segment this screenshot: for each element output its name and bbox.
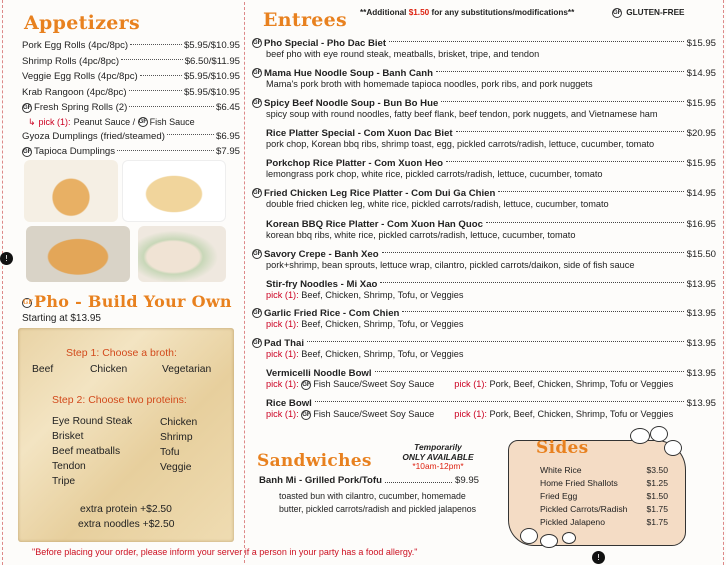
entree-price: $13.95 [686, 337, 716, 349]
item-price: $6.45 [215, 102, 240, 114]
left-edge [2, 0, 3, 565]
list-item [22, 100, 240, 116]
entree-item [252, 248, 716, 271]
decorative-bubble [630, 428, 650, 444]
gluten-free-icon: GF [253, 40, 262, 46]
gluten-free-icon: GF [253, 70, 262, 76]
entree-item [252, 278, 716, 301]
sides-title: Sides [536, 438, 589, 458]
broth-option: Vegetarian [162, 364, 212, 375]
pick-label: pick (1): [38, 117, 71, 127]
pick-label: pick (1): [266, 349, 299, 359]
gluten-free-legend [612, 8, 685, 18]
entree-price: $16.95 [686, 218, 716, 230]
entree-price: $15.95 [686, 157, 716, 169]
gluten-free-label: GLUTEN-FREE [626, 8, 685, 18]
item-price: $5.95/$10.95 [183, 40, 240, 52]
item-name: Krab Rangoon (4pc/8pc) [22, 86, 127, 98]
decorative-bubble [540, 534, 558, 548]
pick-label: pick (1): [266, 409, 299, 419]
entree-price: $14.95 [686, 187, 716, 199]
pick-label: pick (1): [454, 379, 487, 389]
side-name: White Rice [540, 465, 582, 475]
side-price: $1.75 [646, 504, 668, 514]
warning-icon[interactable]: ! [0, 252, 13, 265]
egg-rolls-photo [24, 160, 118, 222]
gluten-free-icon: GF [138, 119, 147, 125]
item-name: Veggie Egg Rolls (4pc/8pc) [22, 71, 138, 83]
list-item [540, 465, 668, 475]
sandwich-price: $9.95 [454, 475, 479, 486]
item-name: Fresh Spring Rolls (2) [34, 102, 128, 114]
entree-name: Garlic Fried Rice - Com Chien [264, 307, 400, 319]
protein-option: Tofu [160, 447, 180, 458]
appetizers-list [22, 38, 240, 160]
protein-options: Pork, Beef, Chicken, Shrimp, Tofu or Veggies [489, 379, 674, 389]
list-item [540, 478, 668, 488]
list-item [540, 491, 668, 501]
list-item [22, 38, 240, 54]
side-name: Pickled Carrots/Radish [540, 504, 628, 514]
entree-description: pork+shrimp, bean sprouts, lettuce wrap, cilantro, pickled carrots/daikon, side of fish sauce [266, 260, 635, 270]
protein-options: Pork, Beef, Chicken, Shrimp, Tofu or Veggies [489, 409, 674, 419]
protein-option: Eye Round Steak [52, 416, 133, 427]
list-item [22, 85, 240, 101]
entree-item [252, 307, 716, 330]
warning-icon[interactable]: ! [592, 551, 605, 564]
item-price: $6.95 [215, 130, 240, 142]
entree-description: double fried chicken leg, white rice, pickled carrots/radish, lettuce, cucumber, tomato [266, 199, 609, 209]
entree-price: $13.95 [686, 278, 716, 290]
gluten-free-icon: GF [302, 381, 311, 388]
entree-item [252, 187, 716, 210]
protein-option: Tendon [52, 461, 86, 472]
sauce-options: Fish Sauce/Sweet Soy Sauce [313, 409, 435, 419]
entree-name: Pho Special - Pho Dac Biet [264, 37, 387, 49]
extra-protein: extra protein +$2.50 [80, 504, 172, 515]
availability-note [398, 443, 478, 472]
pick-label: pick (1): [454, 409, 487, 419]
entree-name: Savory Crepe - Banh Xeo [264, 248, 379, 260]
side-price: $3.50 [646, 465, 668, 475]
availability-line: Temporarily [414, 442, 462, 452]
substitution-note [360, 8, 574, 17]
entree-description: pork chop, Korean bbq ribs, shrimp toast, egg, pickled carrots/radish, lettuce, cucumber, tomato [266, 139, 655, 149]
list-item [22, 129, 240, 145]
gluten-free-icon: GF [253, 340, 262, 346]
entree-item [252, 37, 716, 60]
entree-price: $13.95 [686, 307, 716, 319]
sandwich-description: toasted bun with cilantro, cucumber, homemade [279, 491, 466, 501]
gluten-free-icon: GF [23, 298, 33, 306]
protein-option: Veggie [160, 462, 192, 473]
entree-item [252, 397, 716, 420]
gluten-free-icon: GF [302, 411, 311, 418]
entree-name: Pad Thai [264, 337, 304, 349]
item-name: Shrimp Rolls (4pc/8pc) [22, 55, 120, 67]
entree-price: $20.95 [686, 127, 716, 139]
protein-option: Chicken [160, 417, 198, 428]
substitution-prefix: **Additional [360, 8, 407, 17]
gluten-free-icon: GF [253, 310, 262, 316]
appetizers-title: Appetizers [24, 12, 140, 34]
entree-price: $15.95 [686, 37, 716, 49]
entree-item [252, 337, 716, 360]
entree-name: Fried Chicken Leg Rice Platter - Com Dui Ga Chien [264, 187, 496, 199]
spring-rolls-photo [138, 226, 226, 282]
list-item [540, 517, 668, 527]
gluten-free-icon: GF [253, 190, 262, 196]
list-item [22, 144, 240, 160]
gyoza-photo [122, 160, 226, 222]
availability-line: ONLY AVAILABLE [402, 451, 474, 462]
side-price: $1.50 [646, 491, 668, 501]
allergy-note: "Before placing your order, please inform your server if a person in your party has a food allergy." [32, 547, 418, 557]
sandwich-description: butter, pickled carrots/radish and pickled jalapenos [279, 504, 477, 514]
entree-name: Mama Hue Noodle Soup - Banh Canh [264, 67, 433, 79]
entree-item [252, 127, 716, 150]
entree-description: korean bbq ribs, white rice, pickled carrots/radish, lettuce, cucumber, tomato [266, 230, 576, 240]
entree-description: spicy soup with round noodles, fatty beef flank, beef tendon, pork nuggets, and Vietnamese ham [266, 109, 658, 119]
sauce-option: Peanut Sauce / [73, 117, 136, 127]
return-arrow-icon: ↳ [28, 116, 36, 127]
entree-name: Spicy Beef Noodle Soup - Bun Bo Hue [264, 97, 439, 109]
item-price: $5.95/$10.95 [183, 86, 240, 98]
list-item [22, 69, 240, 85]
entree-price: $15.95 [686, 97, 716, 109]
pick-label: pick (1): [266, 290, 299, 300]
gluten-free-icon: GF [613, 10, 622, 16]
broth-option: Chicken [90, 364, 128, 375]
protein-option: Beef meatballs [52, 446, 121, 457]
gluten-free-icon: GF [23, 148, 32, 155]
gluten-free-icon: GF [23, 104, 32, 111]
entrees-title: Entrees [263, 9, 348, 31]
gluten-free-icon: GF [253, 251, 262, 257]
availability-hours: *10am-12pm* [412, 461, 464, 471]
pho-title [22, 292, 232, 311]
item-name: Tapioca Dumplings [34, 146, 116, 158]
side-price: $1.25 [646, 478, 668, 488]
entree-description: beef pho with eye round steak, meatballs, brisket, tripe, and tendon [266, 49, 540, 59]
protein-option: Shrimp [160, 432, 193, 443]
entree-description: lemongrass pork chop, white rice, pickled carrots/radish, lettuce, cucumber, tomato [266, 169, 603, 179]
substitution-suffix: for any substitutions/modifications** [431, 8, 575, 17]
protein-option: Tripe [52, 476, 76, 487]
side-price: $1.75 [646, 517, 668, 527]
sandwiches-title: Sandwiches [257, 451, 372, 471]
list-item [540, 504, 668, 514]
decorative-bubble [562, 532, 576, 544]
entree-item [252, 157, 716, 180]
entree-name: Stir-fry Noodles - Mi Xao [266, 278, 378, 290]
step1-title: Step 1: Choose a broth: [66, 347, 177, 359]
sauce-options: Fish Sauce/Sweet Soy Sauce [313, 379, 435, 389]
entree-item [252, 218, 716, 241]
item-name: Gyoza Dumplings (fried/steamed) [22, 130, 165, 142]
entree-price: $14.95 [686, 67, 716, 79]
side-name: Pickled Jalapeno [540, 517, 605, 527]
entree-item [252, 97, 716, 120]
item-price: $7.95 [215, 146, 240, 158]
spring-roll-options [22, 116, 240, 129]
item-name: Pork Egg Rolls (4pc/8pc) [22, 40, 129, 52]
entree-name: Vermicelli Noodle Bowl [266, 367, 372, 379]
entree-description: Mama's pork broth with homemade tapioca noodles, pork ribs, and pork nuggets [266, 79, 593, 89]
gluten-free-icon: GF [253, 100, 262, 106]
protein-options: Beef, Chicken, Shrimp, Tofu, or Veggies [301, 349, 464, 359]
sauce-option: Fish Sauce [149, 117, 195, 127]
extra-noodles: extra noodles +$2.50 [78, 519, 175, 530]
side-name: Home Fried Shallots [540, 478, 618, 488]
decorative-bubble [520, 528, 538, 544]
entree-price: $13.95 [686, 397, 716, 409]
right-edge [723, 0, 724, 565]
pick-label: pick (1): [266, 319, 299, 329]
fried-dumplings-photo [26, 226, 130, 282]
protein-options: Beef, Chicken, Shrimp, Tofu, or Veggies [301, 290, 464, 300]
protein-option: Brisket [52, 431, 84, 442]
fold-line [244, 2, 245, 563]
step2-title: Step 2: Choose two proteins: [52, 394, 187, 406]
entree-name: Rice Bowl [266, 397, 312, 409]
item-price: $5.95/$10.95 [183, 71, 240, 83]
pho-title-text: Pho - Build Your Own [34, 292, 232, 311]
broth-option: Beef [32, 364, 54, 375]
sandwich-name: Banh Mi - Grilled Pork/Tofu [259, 475, 382, 486]
protein-options: Beef, Chicken, Shrimp, Tofu, or Veggies [301, 319, 464, 329]
side-name: Fried Egg [540, 491, 578, 501]
entree-name: Porkchop Rice Platter - Com Xuon Heo [266, 157, 443, 169]
decorative-bubble [650, 426, 668, 442]
pick-label: pick (1): [266, 379, 299, 389]
entree-name: Rice Platter Special - Com Xuon Dac Biet [266, 127, 453, 139]
list-item [22, 54, 240, 70]
substitution-amount: $1.50 [408, 8, 430, 17]
decorative-bubble [664, 440, 682, 456]
entree-price: $15.50 [686, 248, 716, 260]
entree-item [252, 67, 716, 90]
entree-price: $13.95 [686, 367, 716, 379]
sandwich-item [259, 475, 479, 516]
entree-item [252, 367, 716, 390]
pho-starting-price: Starting at $13.95 [22, 313, 101, 324]
item-price: $6.50/$11.95 [184, 55, 240, 67]
entree-name: Korean BBQ Rice Platter - Com Xuon Han Quoc [266, 218, 483, 230]
